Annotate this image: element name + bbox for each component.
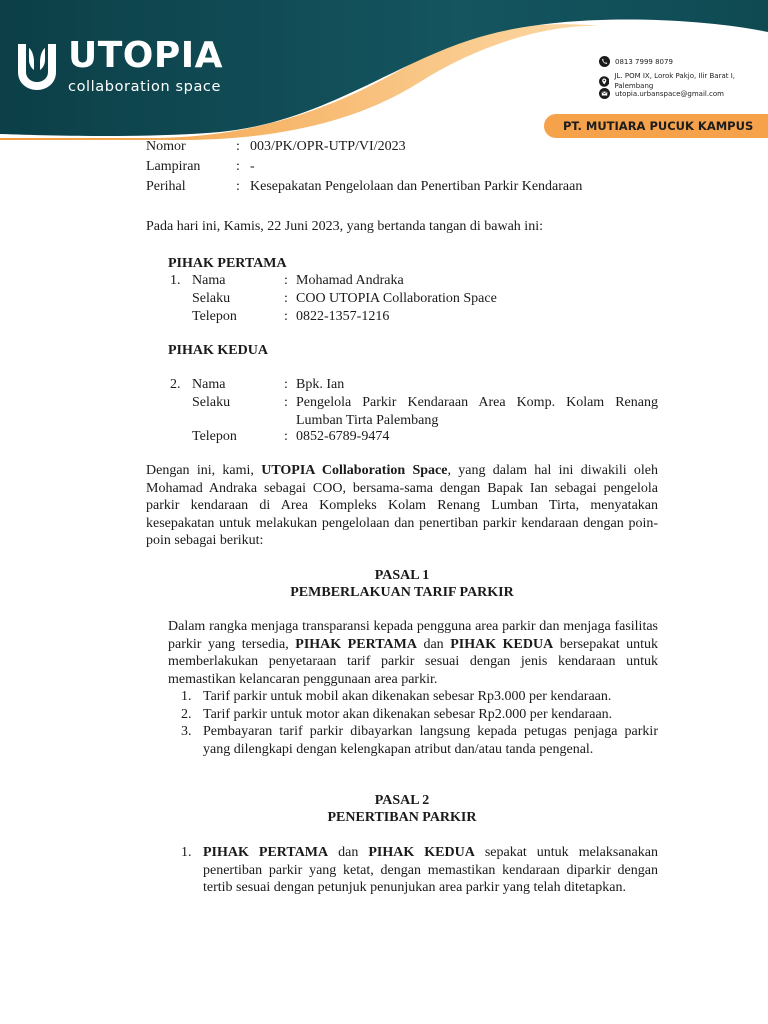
meta-colon: : bbox=[236, 159, 240, 174]
list-number: 1. bbox=[170, 273, 181, 288]
meta-label: Lampiran bbox=[146, 159, 201, 174]
pasal-text: dan bbox=[328, 845, 369, 860]
field-value: 0852-6789-9474 bbox=[296, 429, 390, 444]
field-label: Telepon bbox=[192, 429, 237, 444]
pasal-2-title: PASAL 2 bbox=[374, 793, 430, 808]
field-colon: : bbox=[284, 429, 288, 444]
field-value: Pengelola Parkir Kendaraan Area Komp. Kolam Renang Lumban Tirta Palembang bbox=[296, 395, 658, 428]
address-text: JL. POM IX, Lorok Pakjo, Ilir Barat I, Palembang bbox=[614, 72, 736, 90]
list-text: Tarif parkir untuk mobil akan dikenakan sebesar Rp3.000 per kendaraan. bbox=[203, 689, 612, 704]
pasal-1-paragraph bbox=[168, 618, 658, 688]
pasal-bold: PIHAK KEDUA bbox=[368, 845, 475, 860]
field-value: COO UTOPIA Collaboration Space bbox=[296, 291, 497, 306]
field-label: Nama bbox=[192, 377, 226, 392]
pihak-pertama-selaku bbox=[170, 290, 658, 308]
intro-bold-org: UTOPIA Collaboration Space bbox=[261, 463, 448, 478]
pihak-pertama-nama bbox=[170, 272, 658, 290]
pihak-kedua-nama bbox=[170, 376, 658, 394]
field-label: Selaku bbox=[192, 395, 231, 410]
meta-row-perihal bbox=[146, 178, 582, 196]
list-number: 2. bbox=[181, 707, 192, 722]
intro-text: Dengan ini, kami, bbox=[146, 463, 262, 478]
list-item bbox=[181, 723, 658, 758]
brand-name: UTOPIA bbox=[68, 35, 224, 76]
location-pin-icon bbox=[599, 76, 609, 87]
pasal-1-title: PASAL 1 bbox=[374, 568, 430, 583]
intro-text: , yang dalam hal ini diwakili oleh Mohamad Andraka sebagai COO, bersama-sama dengan Bapak Ian sebagai pengelola parkir kendaraan di Area Kompleks Kolam Renang Lumban Tirta, menyatakan kesepakatan untuk melakukan pengelolaan dan penertiban parkir kendaraan dengan poin-poin sebagai berikut: bbox=[146, 463, 659, 548]
utopia-logo-icon bbox=[14, 40, 60, 92]
list-item bbox=[181, 688, 658, 706]
pasal-bold: PIHAK KEDUA bbox=[450, 636, 554, 652]
list-number: 1. bbox=[181, 689, 192, 704]
phone-text: 0813 7999 8079 bbox=[615, 57, 673, 66]
brand-subtitle: collaboration space bbox=[68, 79, 222, 95]
meta-value: Kesepakatan Pengelolaan dan Penertiban Parkir Kendaraan bbox=[250, 179, 583, 194]
field-colon: : bbox=[284, 395, 288, 410]
email-icon bbox=[599, 88, 610, 99]
list-number: 2. bbox=[170, 377, 181, 392]
pasal-text: bersepakat untuk memberlakukan penyetaraan tarif parkir sesuai dengan jenis kendaraan untuk memastikan kelancaran penggunaan area parkir. bbox=[168, 636, 659, 687]
opening-paragraph: Pada hari ini, Kamis, 22 Juni 2023, yang bertanda tangan di bawah ini: bbox=[146, 219, 543, 234]
letterhead bbox=[0, 0, 768, 140]
pihak-pertama-heading: PIHAK PERTAMA bbox=[168, 256, 287, 271]
meta-colon: : bbox=[236, 179, 240, 194]
field-value: Bpk. Ian bbox=[296, 377, 345, 392]
meta-row-nomor bbox=[146, 138, 406, 156]
pihak-kedua-telepon bbox=[170, 428, 658, 446]
field-value: Mohamad Andraka bbox=[296, 273, 404, 288]
pasal-bold: PIHAK PERTAMA bbox=[295, 636, 417, 652]
list-item bbox=[181, 844, 658, 897]
meta-value: 003/PK/OPR-UTP/VI/2023 bbox=[250, 139, 406, 154]
pihak-kedua-heading: PIHAK KEDUA bbox=[168, 343, 268, 358]
list-text: Tarif parkir untuk motor akan dikenakan sebesar Rp2.000 per kendaraan. bbox=[203, 707, 613, 722]
pasal-bold: PIHAK PERTAMA bbox=[203, 845, 329, 860]
field-value: 0822-1357-1216 bbox=[296, 309, 390, 324]
list-number: 1. bbox=[181, 845, 192, 860]
list-text: Pembayaran tarif parkir dibayarkan langsung kepada petugas penjaga parkir yang dilengkapi dengan kelengkapan atribut dan/atau tanda pengenal. bbox=[203, 724, 658, 757]
email-text: utopia.urbanspace@gmail.com bbox=[615, 89, 725, 98]
list-item bbox=[181, 706, 658, 724]
field-label: Telepon bbox=[192, 309, 237, 324]
pasal-2-subtitle: PENERTIBAN PARKIR bbox=[327, 810, 477, 825]
pasal-text: dan bbox=[416, 636, 451, 652]
field-label: Selaku bbox=[192, 291, 231, 306]
meta-value: - bbox=[250, 159, 255, 174]
field-colon: : bbox=[284, 377, 288, 392]
company-name: PT. MUTIARA PUCUK KAMPUS bbox=[563, 119, 754, 133]
intro-paragraph bbox=[146, 462, 658, 550]
meta-label: Nomor bbox=[146, 139, 186, 154]
list-number: 3. bbox=[181, 724, 192, 739]
contact-phone bbox=[599, 56, 673, 67]
pihak-kedua-selaku bbox=[170, 394, 658, 429]
field-colon: : bbox=[284, 273, 288, 288]
pasal-text: sepakat untuk melaksanakan penertiban parkir yang ketat, dengan memastikan kendaraan diparkir dengan tertib sesuai dengan petunjuk penunjukan area parkir yang telah ditetapkan. bbox=[203, 845, 658, 895]
field-label: Nama bbox=[192, 273, 226, 288]
pihak-pertama-telepon bbox=[170, 308, 658, 326]
field-colon: : bbox=[284, 309, 288, 324]
meta-row-lampiran bbox=[146, 158, 255, 176]
pasal-1-subtitle: PEMBERLAKUAN TARIF PARKIR bbox=[290, 585, 514, 600]
phone-icon bbox=[599, 56, 610, 67]
contact-email bbox=[599, 88, 724, 99]
meta-colon: : bbox=[236, 139, 240, 154]
meta-label: Perihal bbox=[146, 179, 186, 194]
field-colon: : bbox=[284, 291, 288, 306]
pasal-text: Dalam rangka menjaga transparansi kepada pengguna area parkir dan menjaga fasilitas parkir yang tersedia, bbox=[168, 619, 658, 652]
list-text bbox=[203, 844, 658, 897]
